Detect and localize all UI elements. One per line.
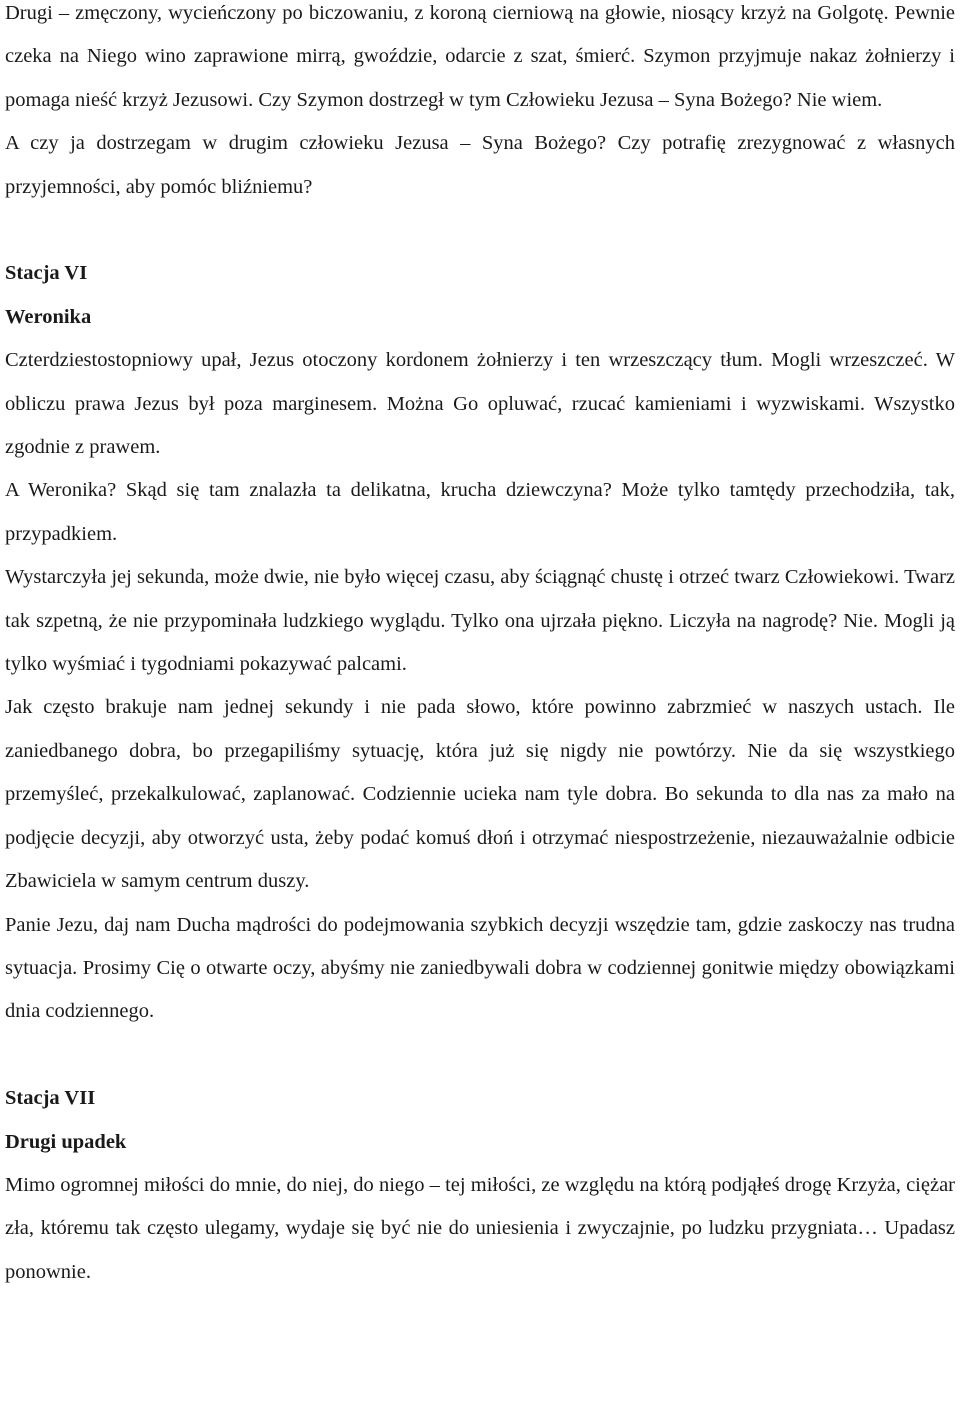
section-gap (5, 1034, 955, 1077)
station-6-title: Weronika (5, 305, 92, 328)
intro-paragraph-1: Drugi – zmęczony, wycieńczony po biczowaniu, z koroną cierniową na głowie, niosący krzyż na Golgotę. Pewnie czeka na Niego wino zaprawione mirrą, gwoździe, odarcie z szat, śmierć. Szymon przyjmuje nakaz żołnierzy i pomaga nieść krzyż Jezusowi. Czy Szymon dostrzegł w tym Człowieku Jezusa – Syna Bożego? Nie wiem. (5, 2, 955, 111)
station-6-label: Stacja VI (5, 262, 88, 285)
document-page (5, 0, 955, 1294)
station-6-paragraph-5: Panie Jezu, daj nam Ducha mądrości do podejmowania szybkich decyzji wszędzie tam, gdzie zaskoczy nas trudna sytuacja. Prosimy Cię o otwarte oczy, abyśmy nie zaniedbywali dobra w codziennej gonitwie między obowiązkami dnia codziennego. (5, 913, 955, 1023)
station-7-title: Drugi upadek (5, 1130, 127, 1153)
intro-paragraph-2: A czy ja dostrzegam w drugim człowieku Jezusa – Syna Bożego? Czy potrafię zrezygnować z własnych przyjemności, aby pomóc bliźniemu? (5, 132, 955, 198)
station-7-paragraph-1: Mimo ogromnej miłości do mnie, do niej, do niego – tej miłości, ze względu na którą podjąłeś drogę Krzyża, ciężar zła, któremu tak często ulegamy, wydaje się być nie do uniesienia i zwyczajnie, po ludzku przygniata… Upadasz ponownie. (5, 1173, 955, 1283)
station-7-label: Stacja VII (5, 1087, 96, 1110)
station-6-paragraph-2: A Weronika? Skąd się tam znalazła ta delikatna, krucha dziewczyna? Może tylko tamtędy przechodziła, tak, przypadkiem. (5, 479, 955, 545)
station-6-paragraph-1: Czterdziestostopniowy upał, Jezus otoczony kordonem żołnierzy i ten wrzeszczący tłum. Mogli wrzeszczeć. W obliczu prawa Jezus był poza marginesem. Można Go opluwać, rzucać kamieniami i wyzwiskami. Wszystko zgodnie z prawem. (5, 349, 955, 459)
section-gap (5, 209, 955, 252)
station-6-paragraph-3: Wystarczyła jej sekunda, może dwie, nie było więcej czasu, aby ściągnąć chustę i otrzeć twarz Człowiekowi. Twarz tak szpetną, że nie przypominała ludzkiego wyglądu. Tylko ona ujrzała piękno. Liczyła na nagrodę? Nie. Mogli ją tylko wyśmiać i tygodniami pokazywać palcami. (5, 566, 955, 676)
station-6-paragraph-4: Jak często brakuje nam jednej sekundy i nie pada słowo, które powinno zabrzmieć w naszych ustach. Ile zaniedbanego dobra, bo przegapiliśmy sytuację, która już się nigdy nie powtórzy. Nie da się wszystkiego przemyśleć, przekalkulować, zaplanować. Codziennie ucieka nam tyle dobra. Bo sekunda to dla nas za mało na podjęcie decyzji, aby otworzyć usta, żeby podać komuś dłoń i otrzymać niespostrzeżenie, niezauważalnie odbicie Zbawiciela w samym centrum duszy. (5, 696, 955, 893)
